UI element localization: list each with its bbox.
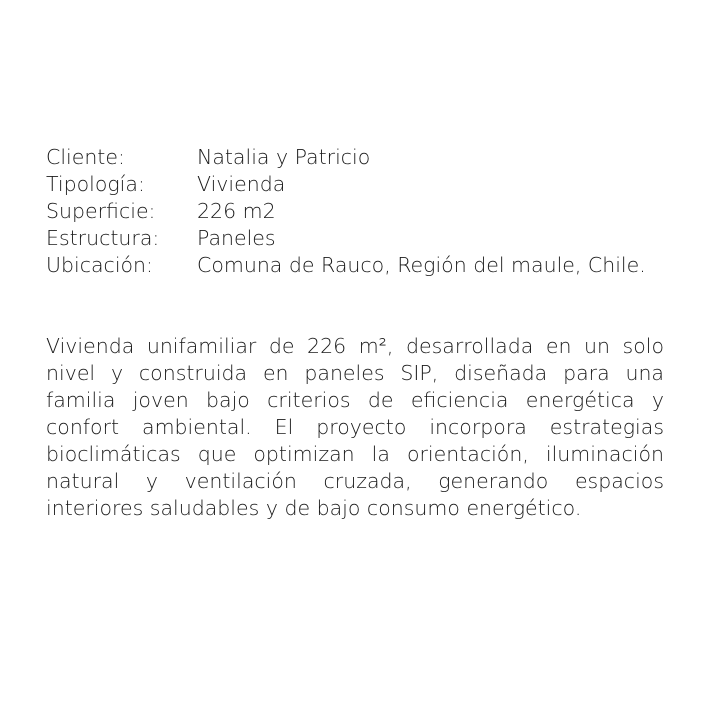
spec-row-typology	[46, 171, 664, 198]
spec-value-structure: Paneles	[197, 226, 276, 250]
spec-label-structure: Estructura:	[46, 226, 160, 250]
spec-row-location	[46, 252, 664, 279]
project-specs	[46, 144, 664, 279]
spec-value-typology: Vivienda	[197, 172, 286, 196]
spec-value-location: Comuna de Rauco, Región del maule, Chile.	[197, 253, 646, 277]
spec-label-typology: Tipología:	[46, 172, 145, 196]
project-description: Vivienda unifamiliar de 226 m², desarrollada en un solo nivel y construida en paneles SIP, diseñada para una familia joven bajo criterios de eficiencia energética y confort ambiental. El proyecto incorpora estrategias bioclimáticas que optimizan la orientación, iluminación natural y ventilación cruzada, generando espacios interiores saludables y de bajo consumo energético.	[46, 334, 664, 520]
spec-row-client	[46, 144, 664, 171]
spec-label-client: Cliente:	[46, 145, 125, 169]
spec-row-surface	[46, 198, 664, 225]
spec-label-location: Ubicación:	[46, 253, 153, 277]
spec-label-surface: Superficie:	[46, 199, 156, 223]
spec-row-structure	[46, 225, 664, 252]
spec-value-client: Natalia y Patricio	[197, 145, 371, 169]
project-sheet	[46, 144, 664, 522]
spec-value-surface: 226 m2	[197, 199, 276, 223]
